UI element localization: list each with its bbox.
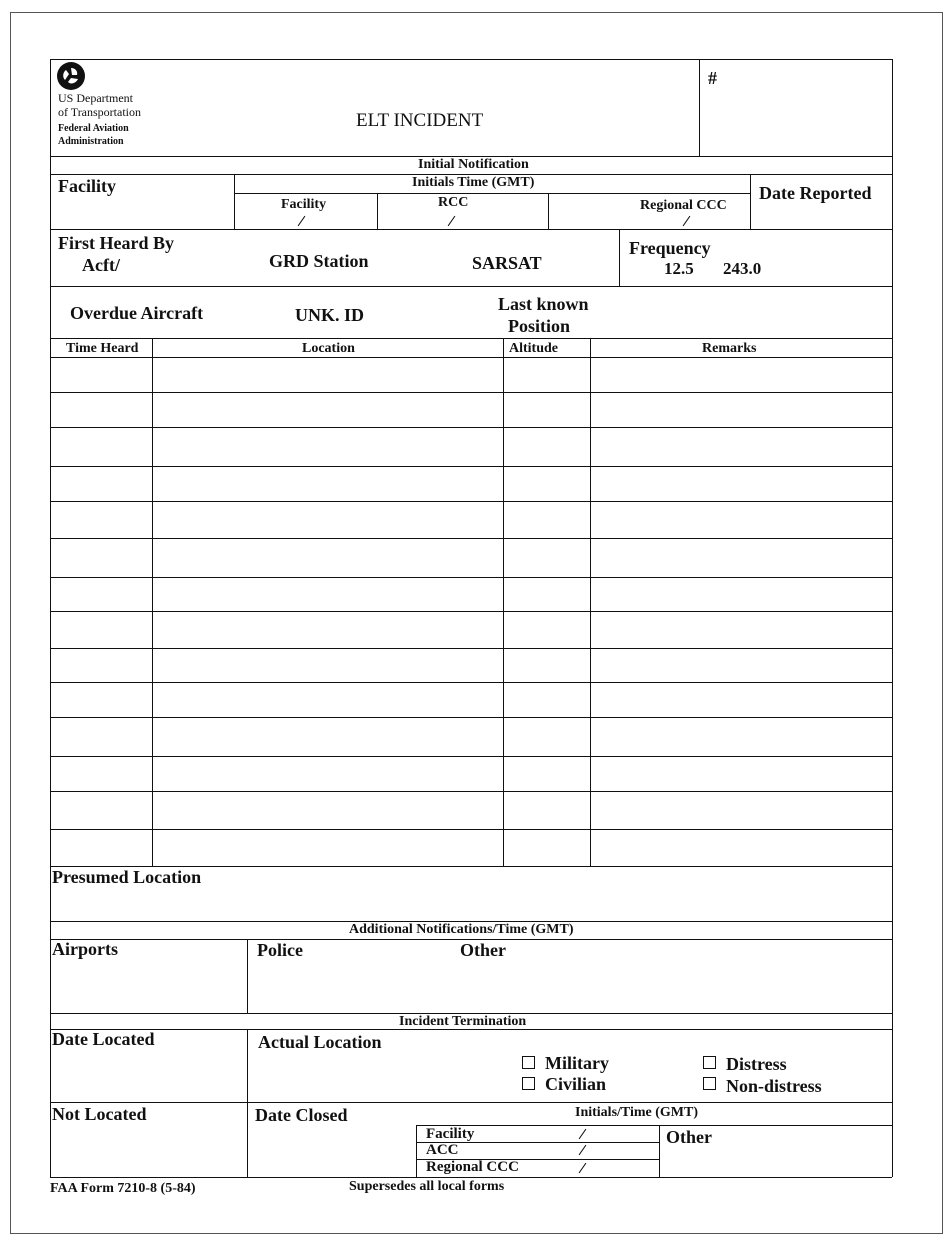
initial-notification-title: Initial Notification (418, 157, 529, 172)
col-remarks: Remarks (702, 341, 757, 356)
table-row-line (50, 577, 892, 578)
date-reported-divider (750, 174, 751, 229)
dept-line2: of Transportation (58, 105, 142, 119)
table-row-line (50, 392, 892, 393)
sub-regional-ccc: Regional CCC (426, 1159, 519, 1175)
dept-line1: US Department (58, 91, 133, 105)
agency-line2: Administration (58, 136, 124, 147)
frequency-value-2: 243.0 (723, 259, 762, 278)
located-bottom-rule (50, 1102, 892, 1103)
sub-table-mid (659, 1125, 660, 1177)
last-known-line2: Position (508, 316, 571, 336)
table-row-line (50, 648, 892, 649)
facility-label: Facility (58, 176, 116, 196)
unk-id-label: UNK. ID (295, 305, 365, 325)
non-distress-label: Non-distress (726, 1076, 822, 1096)
civilian-label: Civilian (545, 1074, 607, 1094)
table-row-line (50, 538, 892, 539)
frame-right (892, 59, 893, 1177)
termination-title-rule (50, 1029, 892, 1030)
termination-other-label: Other (666, 1127, 712, 1147)
initials-facility: Facility (281, 197, 327, 212)
table-row-line (50, 357, 892, 358)
actual-location-label: Actual Location (258, 1032, 382, 1052)
dot-logo-icon (57, 62, 85, 90)
form-number: FAA Form 7210-8 (5-84) (50, 1181, 196, 1196)
acft-label: Acft/ (82, 255, 120, 275)
sub-facility: Facility (426, 1126, 475, 1142)
initial-bottom-rule (50, 229, 892, 230)
initials-time-label: Initials Time (GMT) (412, 175, 535, 190)
distress-label: Distress (726, 1054, 787, 1074)
frequency-label: Frequency (629, 238, 711, 258)
supersedes-note: Supersedes all local forms (349, 1179, 505, 1194)
table-row-line (50, 829, 892, 830)
col-location: Location (302, 341, 355, 356)
table-row-line (50, 611, 892, 612)
table-row-line (50, 717, 892, 718)
col-div-2 (503, 338, 504, 866)
initials-rcc: RCC (438, 195, 469, 210)
airports-label: Airports (52, 939, 118, 959)
sub-table-top (416, 1125, 892, 1126)
number-label: # (708, 68, 717, 88)
initials-div-1 (377, 193, 378, 229)
distress-checkbox[interactable] (703, 1056, 716, 1069)
police-label: Police (257, 940, 303, 960)
sub-table-left (416, 1125, 417, 1177)
col-div-3 (590, 338, 591, 866)
frame-left (50, 59, 51, 1177)
additional-title: Additional Notifications/Time (GMT) (349, 922, 574, 937)
agency-line1: Federal Aviation (58, 123, 129, 134)
table-row-line (50, 756, 892, 757)
first-heard-bottom-rule (50, 286, 892, 287)
table-row-line (50, 501, 892, 502)
sub-acc: ACC (426, 1142, 459, 1158)
non-distress-checkbox[interactable] (703, 1077, 716, 1090)
sarsat-label: SARSAT (472, 253, 542, 273)
termination-divider (247, 1029, 248, 1177)
presumed-location-label: Presumed Location (52, 867, 202, 887)
last-known-line1: Last known (498, 294, 589, 314)
initials-rule (234, 193, 750, 194)
date-located-label: Date Located (52, 1029, 155, 1049)
frame-bottom (50, 1177, 892, 1178)
frequency-value-1: 12.5 (664, 259, 694, 278)
grd-station-label: GRD Station (269, 251, 369, 271)
not-located-label: Not Located (52, 1104, 147, 1124)
frame-top (50, 59, 892, 60)
col-time-heard: Time Heard (66, 341, 139, 356)
table-row-line (50, 427, 892, 428)
additional-divider (247, 939, 248, 1013)
form-title: ELT INCIDENT (356, 110, 484, 131)
table-row-line (50, 466, 892, 467)
number-divider (699, 59, 700, 156)
termination-title: Incident Termination (399, 1014, 527, 1029)
first-heard-label: First Heard By (58, 233, 174, 253)
frequency-divider (619, 229, 620, 286)
military-checkbox[interactable] (522, 1056, 535, 1069)
civilian-checkbox[interactable] (522, 1077, 535, 1090)
col-div-1 (152, 338, 153, 866)
overdue-aircraft-label: Overdue Aircraft (70, 303, 204, 323)
table-row-line (50, 682, 892, 683)
initials-div-2 (548, 193, 549, 229)
facility-divider (234, 174, 235, 229)
date-reported-label: Date Reported (759, 183, 872, 203)
initials-time-gmt-label: Initials/Time (GMT) (575, 1105, 699, 1120)
date-closed-label: Date Closed (255, 1105, 348, 1125)
initials-regional-ccc: Regional CCC (640, 198, 727, 213)
table-row-line (50, 791, 892, 792)
overdue-bottom-rule (50, 338, 892, 339)
col-altitude: Altitude (509, 341, 558, 356)
other-label: Other (460, 940, 506, 960)
military-label: Military (545, 1053, 609, 1073)
